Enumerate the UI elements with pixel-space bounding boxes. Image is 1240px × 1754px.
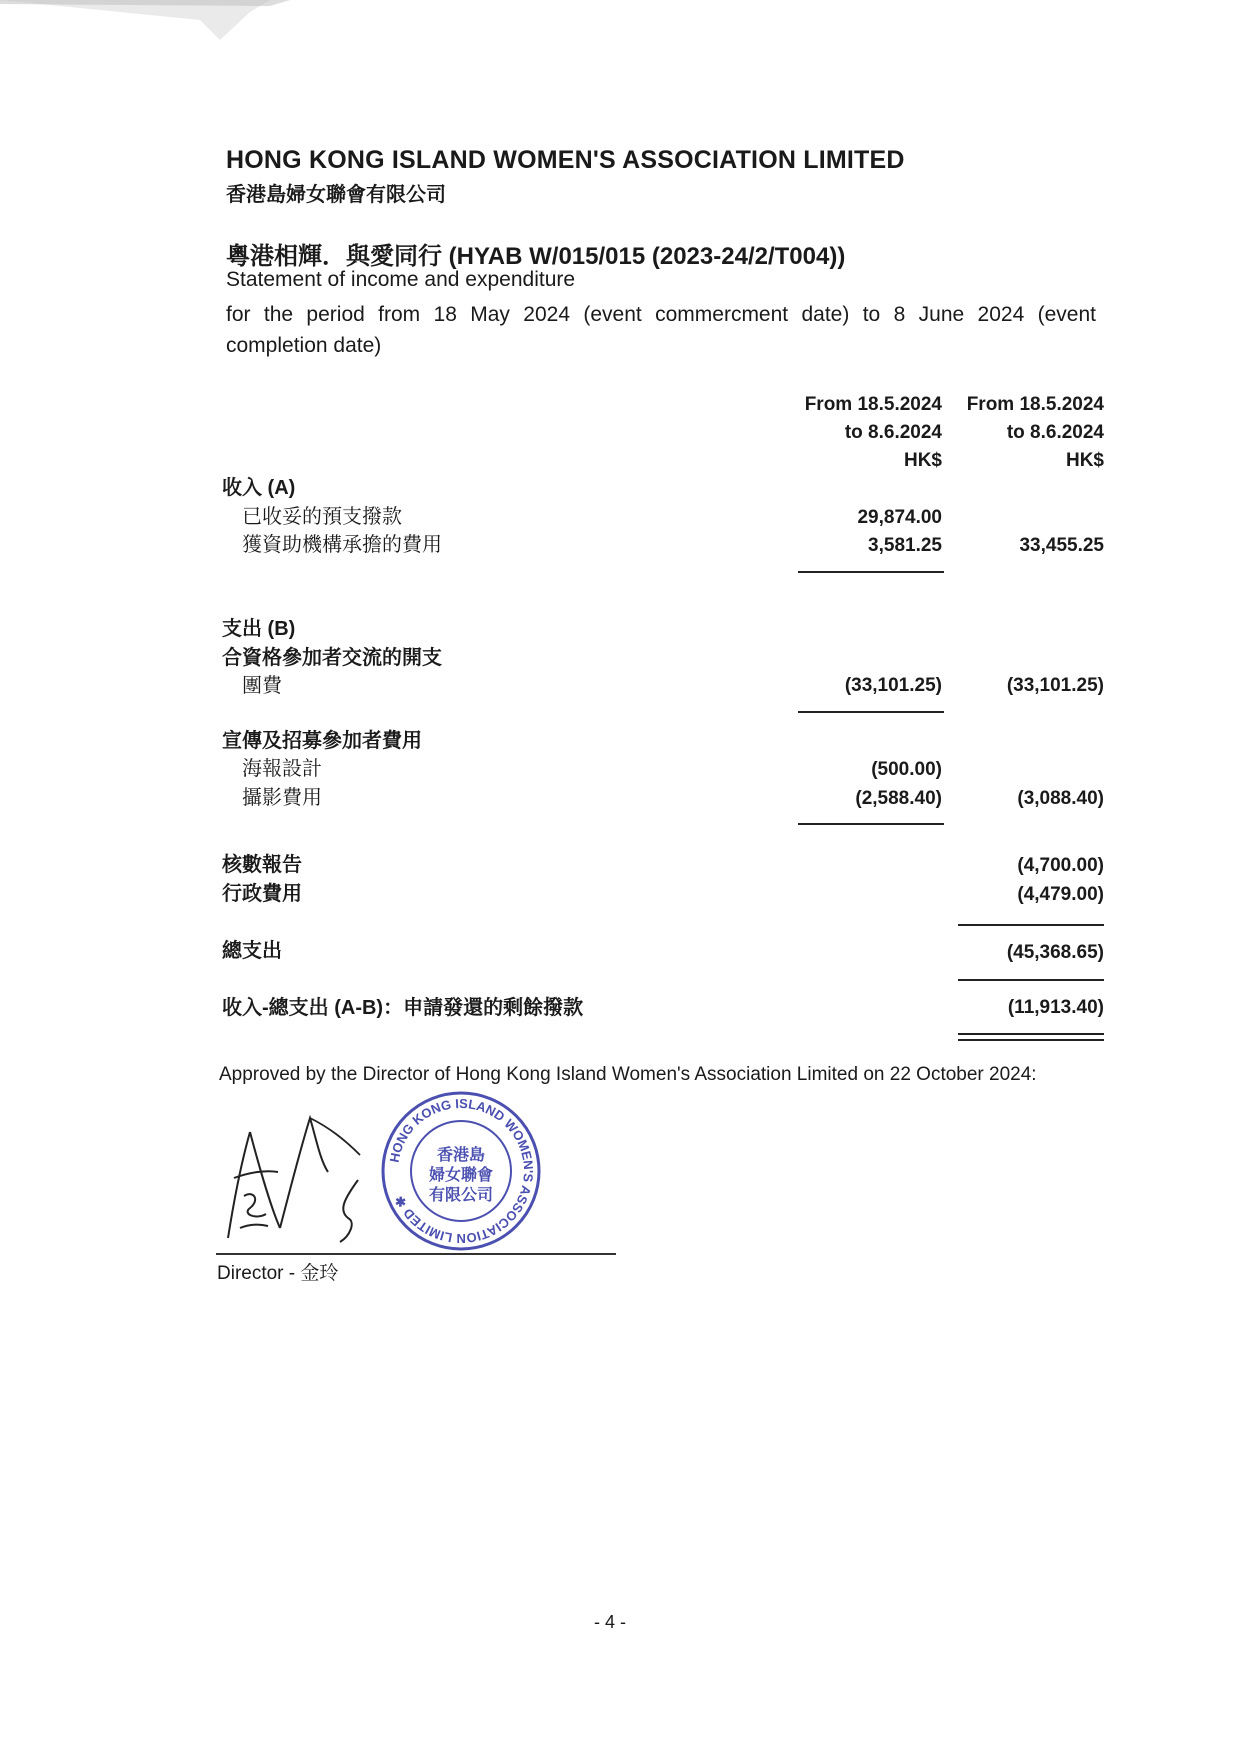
statement-title: Statement of income and expenditure	[226, 268, 576, 291]
column-header-1	[770, 391, 942, 475]
column-header-2-line1: From 18.5.2024	[966, 394, 1104, 415]
project-title: 粵港相輝．與愛同行 (HYAB W/015/015 (2023-24/2/T004))	[226, 243, 846, 270]
page-number: - 4 -	[593, 1612, 626, 1632]
expenditure-item-col1: (2,588.40)	[855, 788, 942, 809]
statement-period: for the period from 18 May 2024 (event commercment date) to 8 June 2024 (event completion date)	[226, 303, 1096, 357]
expenditure-item-label: 攝影費用	[242, 787, 322, 809]
subtotal-rule	[958, 979, 1104, 981]
income-item-label: 獲資助機構承擔的費用	[242, 534, 442, 556]
svg-text:有限公司: 有限公司	[428, 1185, 494, 1204]
income-total: 33,455.25	[1019, 535, 1104, 556]
column-header-1-line2: to 8.6.2024	[844, 422, 942, 443]
subtotal-rule	[798, 823, 944, 825]
scan-shadow	[0, 0, 290, 60]
organization-name-zh: 香港島婦女聯會有限公司	[226, 184, 446, 206]
expenditure-item-col1: (33,101.25)	[844, 675, 942, 696]
income-item-col1: 3,581.25	[868, 535, 942, 556]
signature-line	[216, 1253, 616, 1255]
surplus-amount: (11,913.40)	[1007, 997, 1104, 1018]
expenditure-group1-heading: 合資格參加者交流的開支	[222, 647, 442, 669]
expenditure-item-col2: (33,101.25)	[1006, 675, 1104, 696]
svg-text:香港島: 香港島	[436, 1145, 486, 1164]
admin-amount: (4,479.00)	[1017, 884, 1104, 905]
subtotal-rule	[798, 571, 944, 573]
income-item-label: 已收妥的預支撥款	[242, 506, 402, 528]
company-seal	[380, 1090, 542, 1252]
column-header-2-currency: HK$	[1065, 450, 1104, 471]
admin-label: 行政費用	[222, 883, 302, 905]
surplus-label: 收入-總支出 (A-B)：申請發還的剩餘撥款	[222, 997, 584, 1019]
audit-amount: (4,700.00)	[1017, 855, 1104, 876]
total-expenditure-label: 總支出	[222, 940, 282, 962]
column-header-2	[950, 391, 1104, 475]
column-header-2-line2: to 8.6.2024	[1006, 422, 1104, 443]
audit-label: 核數報告	[222, 854, 302, 876]
svg-text:HONG KONG ISLAND WOMEN'S ASSOC: HONG KONG ISLAND WOMEN'S ASSOCIATION LIMITED ✱	[386, 1095, 537, 1247]
svg-text:婦女聯會: 婦女聯會	[428, 1165, 494, 1184]
organization-name-en: HONG KONG ISLAND WOMEN'S ASSOCIATION LIMITED	[226, 146, 905, 174]
expenditure-item-col2: (3,088.40)	[1017, 788, 1104, 809]
director-name: Director - 金玲	[217, 1263, 339, 1284]
expenditure-item-label: 團費	[242, 675, 282, 697]
expenditure-group2-heading: 宣傳及招募參加者費用	[222, 730, 422, 752]
total-expenditure-amount: (45,368.65)	[1006, 942, 1104, 963]
subtotal-rule	[958, 924, 1104, 926]
expenditure-item-col1: (500.00)	[871, 759, 942, 780]
income-heading: 收入 (A)	[222, 477, 296, 499]
approval-statement: Approved by the Director of Hong Kong Island Women's Association Limited on 22 October 2024:	[219, 1064, 1037, 1085]
double-rule-bottom	[958, 1039, 1104, 1041]
subtotal-rule	[798, 711, 944, 713]
column-header-1-line1: From 18.5.2024	[804, 394, 942, 415]
expenditure-heading: 支出 (B)	[222, 618, 296, 640]
column-header-1-currency: HK$	[903, 450, 942, 471]
double-rule-top	[958, 1033, 1104, 1035]
expenditure-item-label: 海報設計	[242, 758, 322, 780]
income-item-col1: 29,874.00	[857, 507, 942, 528]
